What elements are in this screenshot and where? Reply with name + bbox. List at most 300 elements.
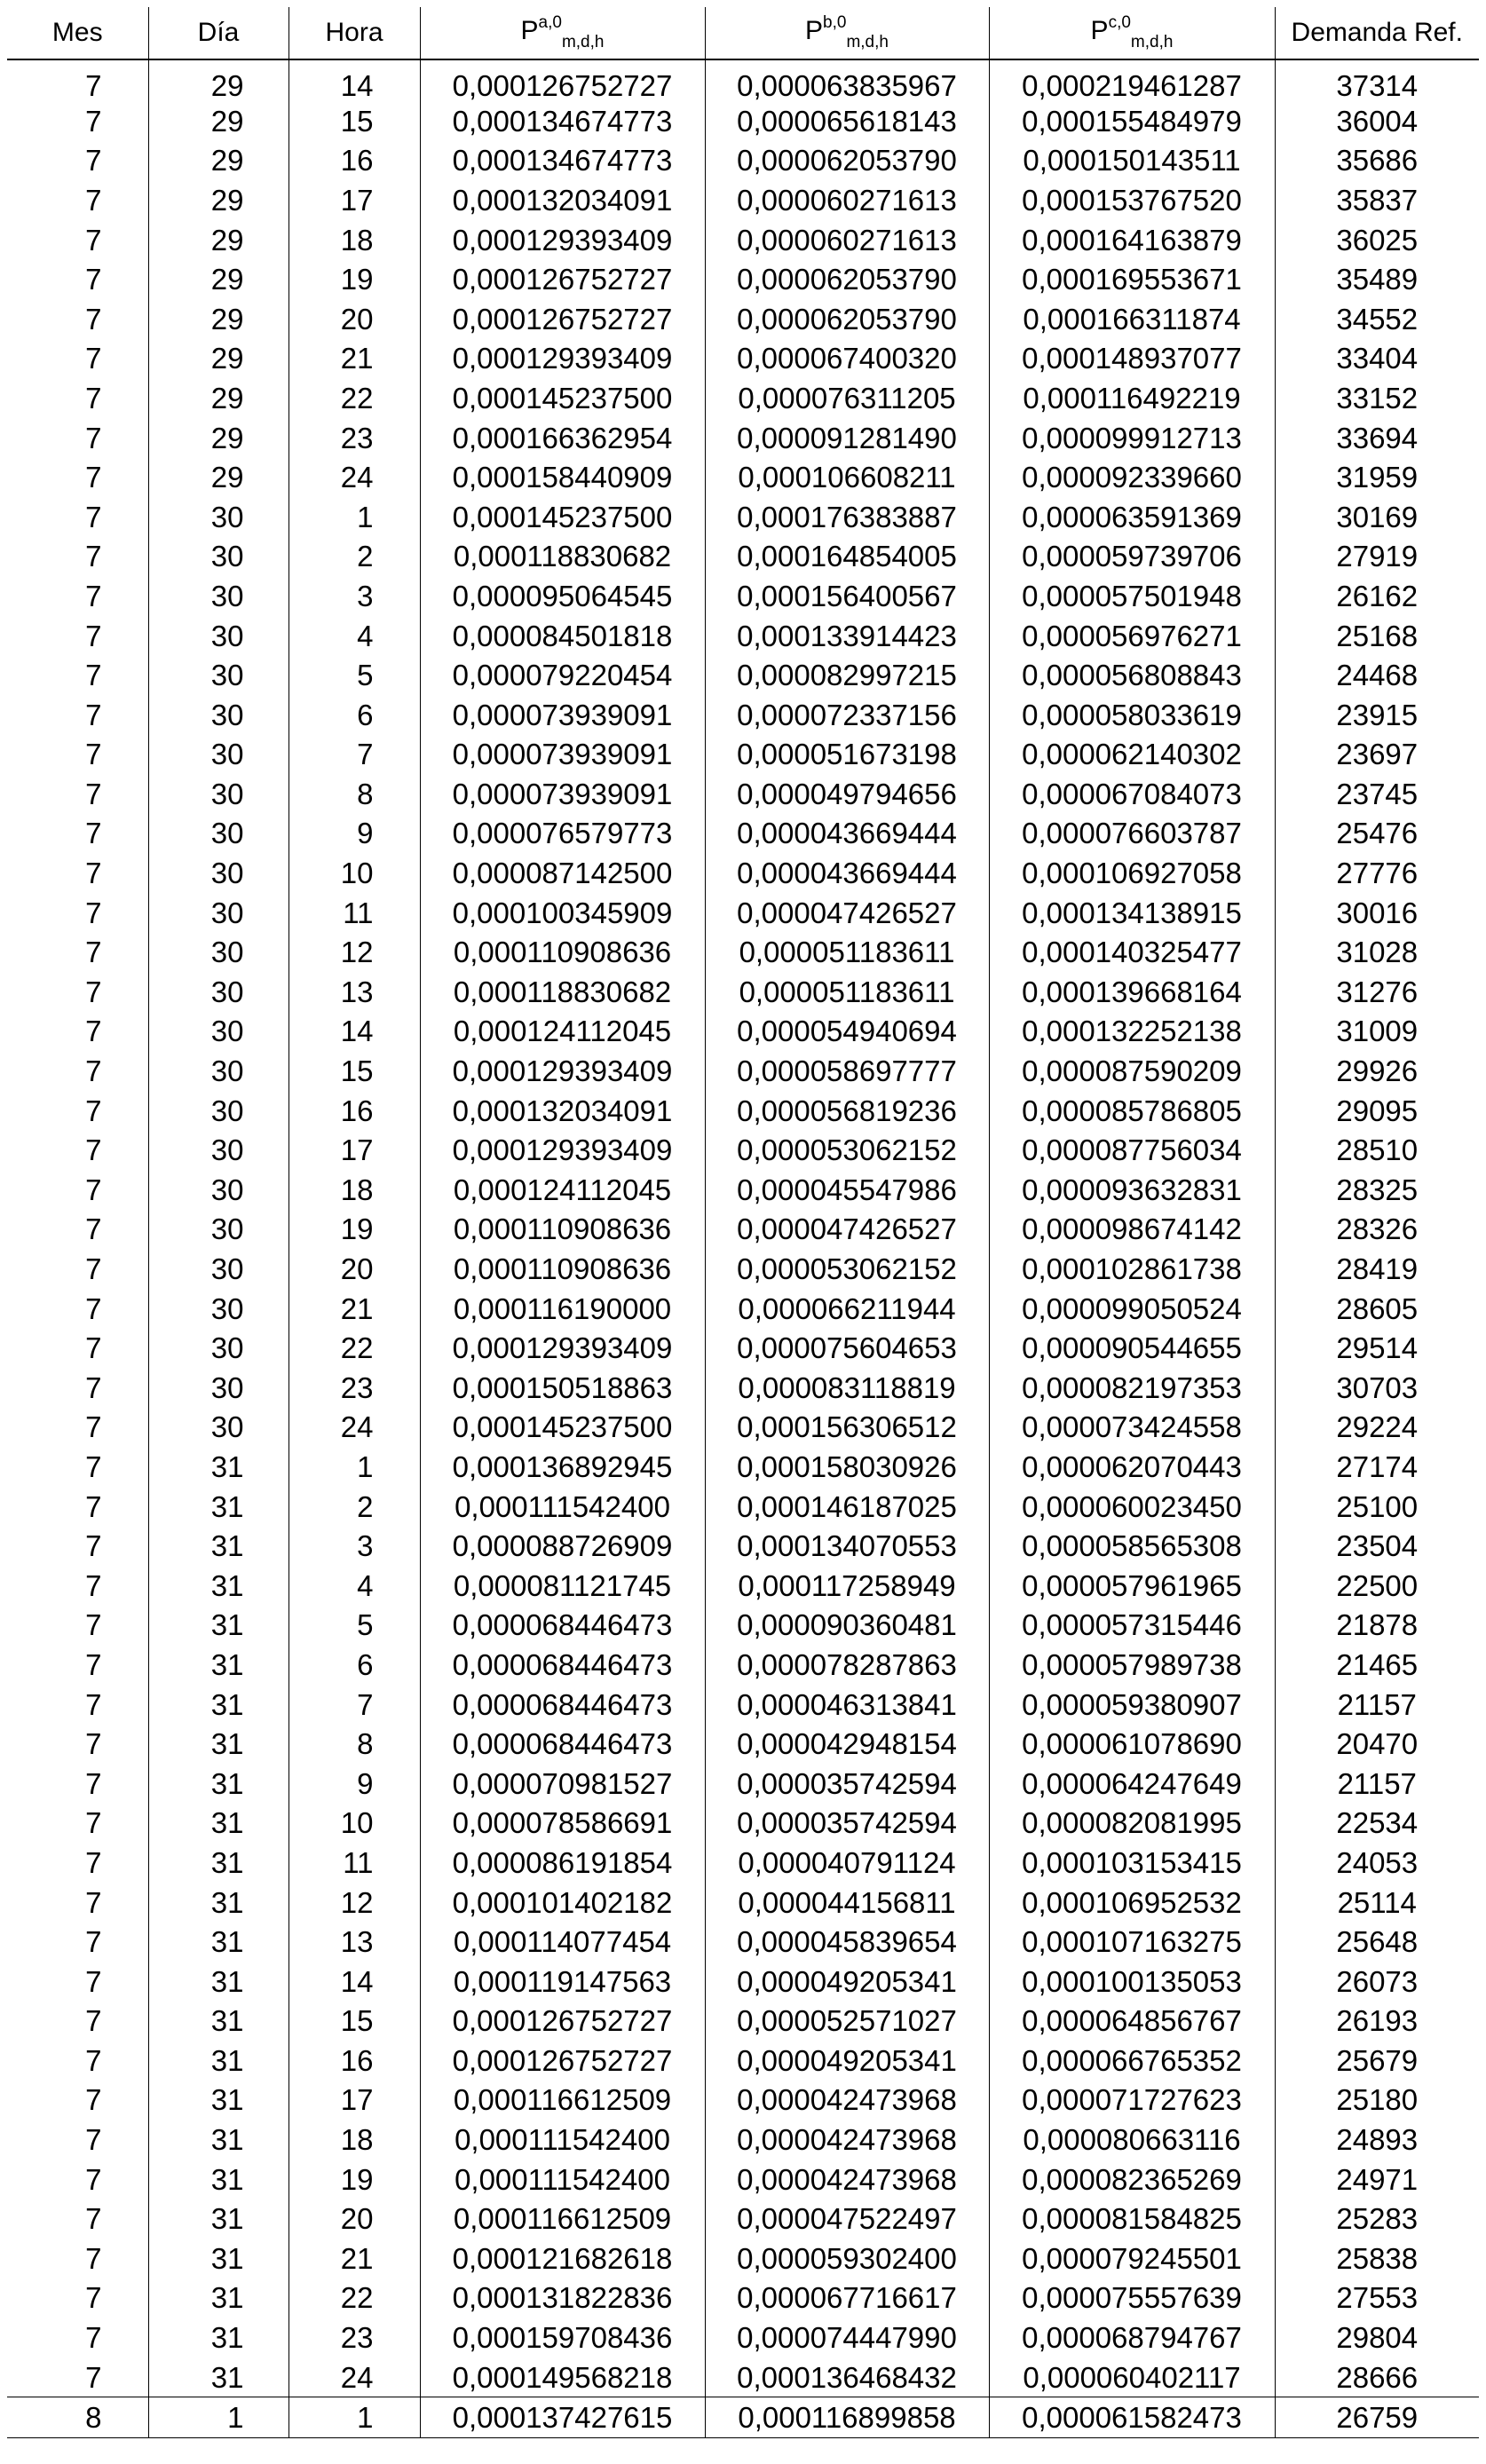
cell-hora: 8 (289, 1724, 420, 1764)
cell-p-c: 0,000066765352 (989, 2041, 1275, 2081)
cell-p-c: 0,000093632831 (989, 1170, 1275, 1210)
cell-p-a: 0,000079220454 (420, 655, 705, 695)
cell-demanda: 22500 (1275, 1566, 1479, 1606)
cell-p-b: 0,000176383887 (705, 497, 989, 537)
cell-p-b: 0,000049205341 (705, 1962, 989, 2002)
cell-mes: 7 (85, 144, 102, 178)
cell-p-b: 0,000053062152 (705, 1130, 989, 1170)
cell-p-a: 0,000134674773 (420, 101, 705, 141)
cell-p-a: 0,000126752727 (420, 299, 705, 339)
cell-p-c: 0,000085786805 (989, 1091, 1275, 1131)
cell-hora: 21 (289, 2239, 420, 2278)
demand-table (7, 7, 1479, 2438)
cell-mes: 7 (85, 936, 102, 969)
cell-p-b: 0,000035742594 (705, 1764, 989, 1804)
cell-dia: 31 (148, 1764, 289, 1804)
cell-mes: 7 (85, 1094, 102, 1127)
table-row (7, 1289, 1479, 1329)
cell-p-a: 0,000114077454 (420, 1922, 705, 1962)
cell-hora: 15 (289, 1051, 420, 1091)
cell-p-a: 0,000070981527 (420, 1764, 705, 1804)
table-row (7, 1922, 1479, 1962)
cell-demanda: 36004 (1275, 101, 1479, 141)
table-row (7, 1764, 1479, 1804)
cell-mes: 7 (85, 1212, 102, 1246)
cell-hora: 9 (289, 814, 420, 854)
cell-p-a: 0,000116190000 (420, 1289, 705, 1329)
cell-hora: 24 (289, 2357, 420, 2397)
table-row (7, 1883, 1479, 1923)
cell-dia: 29 (148, 418, 289, 458)
cell-dia: 31 (148, 1447, 289, 1487)
cell-hora: 17 (289, 2081, 420, 2120)
header-p-b-base: P (805, 16, 824, 45)
cell-p-a: 0,000124112045 (420, 1170, 705, 1210)
cell-mes: 7 (85, 659, 102, 692)
cell-hora: 9 (289, 1764, 420, 1804)
cell-p-b: 0,000134070553 (705, 1526, 989, 1566)
cell-p-c: 0,000107163275 (989, 1922, 1275, 1962)
cell-p-c: 0,000076603787 (989, 814, 1275, 854)
cell-p-b: 0,000146187025 (705, 1487, 989, 1527)
cell-demanda: 26162 (1275, 576, 1479, 616)
cell-dia: 30 (148, 1210, 289, 1250)
cell-p-a: 0,000084501818 (420, 616, 705, 656)
cell-p-b: 0,000078287863 (705, 1645, 989, 1685)
table-row (7, 1804, 1479, 1844)
cell-p-c: 0,000164163879 (989, 220, 1275, 260)
cell-p-c: 0,000116492219 (989, 378, 1275, 418)
table-row (7, 1566, 1479, 1606)
cell-p-b: 0,000052571027 (705, 2002, 989, 2041)
cell-p-b: 0,000051183611 (705, 932, 989, 972)
cell-hora: 4 (289, 1566, 420, 1606)
cell-mes: 7 (85, 1845, 102, 1879)
cell-dia: 31 (148, 1922, 289, 1962)
cell-dia: 29 (148, 457, 289, 497)
table-row (7, 2199, 1479, 2239)
cell-demanda: 25180 (1275, 2081, 1479, 2120)
cell-demanda: 26193 (1275, 2002, 1479, 2041)
cell-demanda: 25648 (1275, 1922, 1479, 1962)
table-row (7, 1447, 1479, 1487)
cell-p-c: 0,000106952532 (989, 1883, 1275, 1923)
cell-demanda: 29224 (1275, 1408, 1479, 1448)
cell-demanda: 31959 (1275, 457, 1479, 497)
cell-dia: 30 (148, 497, 289, 537)
cell-demanda: 33404 (1275, 339, 1479, 379)
cell-dia: 31 (148, 2041, 289, 2081)
cell-mes: 7 (85, 2281, 102, 2315)
cell-p-a: 0,000159708436 (420, 2318, 705, 2357)
cell-hora: 18 (289, 1170, 420, 1210)
cell-demanda: 21157 (1275, 1764, 1479, 1804)
cell-dia: 30 (148, 1289, 289, 1329)
cell-p-b: 0,000044156811 (705, 1883, 989, 1923)
cell-p-b: 0,000047522497 (705, 2199, 989, 2239)
cell-mes: 7 (85, 2004, 102, 2038)
cell-mes: 7 (85, 500, 102, 533)
cell-demanda: 23915 (1275, 695, 1479, 735)
cell-p-c: 0,000139668164 (989, 972, 1275, 1012)
cell-dia: 30 (148, 1328, 289, 1368)
cell-p-b: 0,000042473968 (705, 2081, 989, 2120)
cell-p-c: 0,000098674142 (989, 1210, 1275, 1250)
cell-p-b: 0,000056819236 (705, 1091, 989, 1131)
cell-p-a: 0,000068446473 (420, 1685, 705, 1725)
cell-hora: 14 (289, 59, 420, 101)
header-p-a-sub: m,d,h (561, 33, 605, 51)
cell-p-a: 0,000149568218 (420, 2357, 705, 2397)
cell-mes: 7 (85, 1489, 102, 1523)
cell-demanda: 20470 (1275, 1724, 1479, 1764)
cell-p-a: 0,000166362954 (420, 418, 705, 458)
cell-demanda: 25100 (1275, 1487, 1479, 1527)
cell-p-b: 0,000116899858 (705, 2397, 989, 2438)
cell-p-a: 0,000073939091 (420, 735, 705, 775)
table-row (7, 537, 1479, 577)
cell-dia: 29 (148, 141, 289, 181)
cell-p-c: 0,000057315446 (989, 1606, 1275, 1646)
cell-dia: 30 (148, 695, 289, 735)
cell-dia: 30 (148, 655, 289, 695)
cell-mes: 7 (85, 698, 102, 731)
cell-hora: 6 (289, 695, 420, 735)
cell-p-b: 0,000042948154 (705, 1724, 989, 1764)
cell-p-a: 0,000132034091 (420, 180, 705, 220)
cell-dia: 30 (148, 616, 289, 656)
table-row (7, 2357, 1479, 2397)
cell-p-b: 0,000049205341 (705, 2041, 989, 2081)
table-row (7, 2002, 1479, 2041)
cell-mes: 8 (7, 2397, 148, 2438)
cell-p-b: 0,000045839654 (705, 1922, 989, 1962)
cell-p-a: 0,000126752727 (420, 2041, 705, 2081)
cell-mes: 7 (85, 223, 102, 257)
table-row (7, 497, 1479, 537)
header-p-a (420, 7, 705, 59)
cell-mes: 7 (85, 2241, 102, 2275)
cell-hora: 20 (289, 2199, 420, 2239)
cell-mes: 7 (85, 1885, 102, 1919)
cell-hora: 7 (289, 1685, 420, 1725)
cell-mes: 7 (85, 421, 102, 454)
cell-p-a: 0,000100345909 (420, 893, 705, 933)
table-row (7, 220, 1479, 260)
cell-p-c: 0,000056976271 (989, 616, 1275, 656)
cell-demanda: 25679 (1275, 2041, 1479, 2081)
cell-mes: 7 (85, 1410, 102, 1444)
cell-mes: 7 (85, 1054, 102, 1088)
cell-dia: 30 (148, 576, 289, 616)
cell-p-a: 0,000129393409 (420, 1328, 705, 1368)
table-row (7, 1685, 1479, 1725)
cell-p-b: 0,000075604653 (705, 1328, 989, 1368)
cell-dia: 29 (148, 220, 289, 260)
cell-p-c: 0,000060402117 (989, 2357, 1275, 2397)
cell-demanda: 21465 (1275, 1645, 1479, 1685)
cell-mes: 7 (85, 1449, 102, 1483)
cell-hora: 11 (289, 893, 420, 933)
cell-dia: 30 (148, 1051, 289, 1091)
cell-p-c: 0,000092339660 (989, 457, 1275, 497)
cell-mes: 7 (85, 1647, 102, 1681)
cell-mes: 7 (85, 2321, 102, 2355)
cell-p-c: 0,000057989738 (989, 1645, 1275, 1685)
cell-p-c: 0,000106927058 (989, 853, 1275, 893)
table-row (7, 2081, 1479, 2120)
cell-p-a: 0,000132034091 (420, 1091, 705, 1131)
cell-hora: 2 (289, 1487, 420, 1527)
table-row (7, 1645, 1479, 1685)
table-row (7, 1606, 1479, 1646)
cell-hora: 13 (289, 972, 420, 1012)
header-demanda: Demanda Ref. (1275, 7, 1479, 59)
cell-demanda: 28326 (1275, 1210, 1479, 1250)
cell-p-c: 0,000150143511 (989, 141, 1275, 181)
cell-p-c: 0,000059739706 (989, 537, 1275, 577)
cell-hora: 19 (289, 259, 420, 299)
cell-hora: 1 (289, 2397, 420, 2438)
cell-hora: 12 (289, 932, 420, 972)
cell-p-a: 0,000088726909 (420, 1526, 705, 1566)
cell-p-c: 0,000057501948 (989, 576, 1275, 616)
cell-hora: 15 (289, 101, 420, 141)
cell-demanda: 36025 (1275, 220, 1479, 260)
cell-hora: 24 (289, 1408, 420, 1448)
cell-hora: 12 (289, 1883, 420, 1923)
cell-demanda: 21157 (1275, 1685, 1479, 1725)
cell-p-c: 0,000219461287 (989, 59, 1275, 101)
cell-p-a: 0,000118830682 (420, 972, 705, 1012)
cell-p-b: 0,000164854005 (705, 537, 989, 577)
cell-hora: 18 (289, 220, 420, 260)
table-row (7, 1487, 1479, 1527)
table-row (7, 59, 1479, 101)
cell-demanda: 25114 (1275, 1883, 1479, 1923)
cell-p-b: 0,000060271613 (705, 220, 989, 260)
cell-dia: 31 (148, 2357, 289, 2397)
table-row (7, 1130, 1479, 1170)
cell-mes: 7 (85, 2123, 102, 2157)
cell-dia: 31 (148, 1685, 289, 1725)
table-row (7, 932, 1479, 972)
cell-p-c: 0,000060023450 (989, 1487, 1275, 1527)
table-row (7, 339, 1479, 379)
cell-p-a: 0,000068446473 (420, 1645, 705, 1685)
cell-demanda: 21878 (1275, 1606, 1479, 1646)
cell-p-a: 0,000078586691 (420, 1804, 705, 1844)
table-row (7, 2041, 1479, 2081)
cell-mes: 7 (85, 540, 102, 573)
cell-hora: 13 (289, 1922, 420, 1962)
cell-p-c: 0,000081584825 (989, 2199, 1275, 2239)
cell-mes: 7 (85, 381, 102, 415)
cell-mes: 7 (85, 738, 102, 771)
cell-demanda: 25168 (1275, 616, 1479, 656)
cell-dia: 31 (148, 1526, 289, 1566)
cell-mes: 7 (85, 1806, 102, 1840)
cell-p-a: 0,000131822836 (420, 2278, 705, 2318)
cell-demanda: 30169 (1275, 497, 1479, 537)
cell-p-a: 0,000150518863 (420, 1368, 705, 1408)
cell-demanda: 35837 (1275, 180, 1479, 220)
cell-p-c: 0,000100135053 (989, 1962, 1275, 2002)
cell-p-b: 0,000067716617 (705, 2278, 989, 2318)
cell-dia: 31 (148, 1487, 289, 1527)
cell-dia: 29 (148, 339, 289, 379)
cell-demanda: 29804 (1275, 2318, 1479, 2357)
cell-demanda: 28419 (1275, 1249, 1479, 1289)
cell-p-c: 0,000059380907 (989, 1685, 1275, 1725)
cell-p-c: 0,000071727623 (989, 2081, 1275, 2120)
cell-p-c: 0,000082081995 (989, 1804, 1275, 1844)
cell-p-a: 0,000136892945 (420, 1447, 705, 1487)
table-row (7, 972, 1479, 1012)
cell-p-c: 0,000148937077 (989, 339, 1275, 379)
cell-p-b: 0,000035742594 (705, 1804, 989, 1844)
cell-demanda: 29926 (1275, 1051, 1479, 1091)
cell-hora: 21 (289, 1289, 420, 1329)
cell-p-b: 0,000051673198 (705, 735, 989, 775)
cell-demanda: 24053 (1275, 1843, 1479, 1883)
cell-dia: 30 (148, 1091, 289, 1131)
header-p-a-sup: a,0 (538, 13, 562, 32)
table-row (7, 814, 1479, 854)
cell-mes: 7 (85, 2162, 102, 2196)
cell-demanda: 35489 (1275, 259, 1479, 299)
header-hora: Hora (289, 7, 420, 59)
cell-p-a: 0,000110908636 (420, 1210, 705, 1250)
cell-p-a: 0,000110908636 (420, 1249, 705, 1289)
cell-demanda: 27919 (1275, 537, 1479, 577)
cell-mes: 7 (85, 263, 102, 296)
cell-dia: 31 (148, 2199, 289, 2239)
cell-p-a: 0,000081121745 (420, 1566, 705, 1606)
cell-hora: 14 (289, 1012, 420, 1052)
cell-dia: 29 (148, 180, 289, 220)
cell-p-c: 0,000061582473 (989, 2397, 1275, 2438)
cell-mes: 7 (85, 1133, 102, 1167)
cell-p-b: 0,000090360481 (705, 1606, 989, 1646)
cell-hora: 10 (289, 1804, 420, 1844)
cell-p-a: 0,000087142500 (420, 853, 705, 893)
table-row (7, 141, 1479, 181)
cell-dia: 30 (148, 537, 289, 577)
cell-hora: 10 (289, 853, 420, 893)
cell-mes: 7 (85, 1015, 102, 1048)
cell-hora: 17 (289, 1130, 420, 1170)
cell-p-c: 0,000082365269 (989, 2160, 1275, 2199)
cell-p-b: 0,000062053790 (705, 259, 989, 299)
cell-p-a: 0,000129393409 (420, 220, 705, 260)
cell-mes: 7 (85, 1964, 102, 1998)
cell-hora: 17 (289, 180, 420, 220)
cell-demanda: 22534 (1275, 1804, 1479, 1844)
cell-dia: 30 (148, 1408, 289, 1448)
cell-dia: 30 (148, 972, 289, 1012)
cell-hora: 23 (289, 418, 420, 458)
header-p-c-sub: m,d,h (1130, 33, 1174, 51)
cell-dia: 31 (148, 2120, 289, 2160)
cell-p-c: 0,000080663116 (989, 2120, 1275, 2160)
cell-dia: 31 (148, 1804, 289, 1844)
cell-p-a: 0,000111542400 (420, 1487, 705, 1527)
table-row (7, 576, 1479, 616)
cell-dia: 29 (148, 299, 289, 339)
cell-mes: 7 (85, 817, 102, 850)
header-dia: Día (148, 7, 289, 59)
cell-dia: 30 (148, 853, 289, 893)
table-row (7, 2160, 1479, 2199)
cell-hora: 3 (289, 576, 420, 616)
cell-p-a: 0,000111542400 (420, 2120, 705, 2160)
table-row (7, 2120, 1479, 2160)
table-row (7, 616, 1479, 656)
cell-demanda: 25476 (1275, 814, 1479, 854)
table-row (7, 259, 1479, 299)
cell-p-a: 0,000129393409 (420, 1051, 705, 1091)
cell-p-c: 0,000075557639 (989, 2278, 1275, 2318)
cell-dia: 31 (148, 1962, 289, 2002)
table-row (7, 655, 1479, 695)
cell-dia: 31 (148, 1883, 289, 1923)
table-row (7, 1091, 1479, 1131)
cell-p-a: 0,000126752727 (420, 59, 705, 101)
cell-mes: 7 (85, 1173, 102, 1206)
cell-demanda: 23697 (1275, 735, 1479, 775)
cell-demanda: 24468 (1275, 655, 1479, 695)
cell-demanda: 31009 (1275, 1012, 1479, 1052)
cell-hora: 1 (289, 497, 420, 537)
cell-p-c: 0,000067084073 (989, 774, 1275, 814)
cell-p-c: 0,000056808843 (989, 655, 1275, 695)
cell-mes: 7 (85, 1568, 102, 1602)
cell-dia: 31 (148, 1566, 289, 1606)
cell-mes: 7 (85, 1727, 102, 1761)
cell-p-b: 0,000062053790 (705, 299, 989, 339)
cell-hora: 22 (289, 378, 420, 418)
cell-p-c: 0,000090544655 (989, 1328, 1275, 1368)
cell-dia: 31 (148, 2239, 289, 2278)
cell-p-b: 0,000106608211 (705, 457, 989, 497)
cell-p-b: 0,000043669444 (705, 853, 989, 893)
cell-p-b: 0,000062053790 (705, 141, 989, 181)
cell-hora: 23 (289, 2318, 420, 2357)
cell-dia: 30 (148, 893, 289, 933)
cell-demanda: 31028 (1275, 932, 1479, 972)
cell-dia: 29 (148, 59, 289, 101)
table-row (7, 418, 1479, 458)
cell-dia: 31 (148, 1843, 289, 1883)
cell-p-c: 0,000082197353 (989, 1368, 1275, 1408)
cell-hora: 22 (289, 1328, 420, 1368)
cell-demanda: 30703 (1275, 1368, 1479, 1408)
header-row (7, 7, 1479, 59)
cell-dia: 31 (148, 2002, 289, 2041)
cell-p-c: 0,000073424558 (989, 1408, 1275, 1448)
cell-demanda: 26759 (1275, 2397, 1479, 2438)
cell-demanda: 28325 (1275, 1170, 1479, 1210)
data-sheet (7, 7, 1479, 2438)
cell-hora: 6 (289, 1645, 420, 1685)
table-row (7, 2239, 1479, 2278)
table-row (7, 1526, 1479, 1566)
cell-p-c: 0,000102861738 (989, 1249, 1275, 1289)
cell-p-b: 0,000047426527 (705, 1210, 989, 1250)
cell-p-c: 0,000058033619 (989, 695, 1275, 735)
cell-p-a: 0,000116612509 (420, 2199, 705, 2239)
